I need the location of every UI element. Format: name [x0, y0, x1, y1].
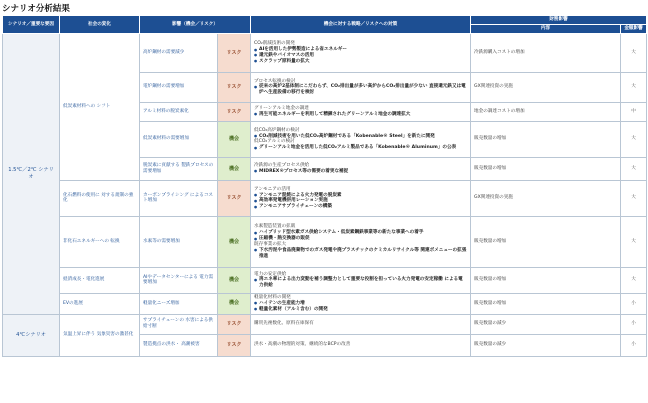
measure-title: 電力の安定供給: [254, 271, 287, 277]
measure-list: [254, 112, 467, 118]
table-row: [3, 293, 647, 314]
measure-title: 低CO₂アルミの検討: [254, 139, 295, 145]
financial-content-cell: 販売数量の増加: [471, 267, 621, 293]
header-financial: 財務影響: [471, 16, 647, 25]
measures-cell: [251, 121, 471, 157]
measure-item: ● 還元鉄やバイオマスの活用: [254, 53, 467, 59]
header-change: 社会の変化: [60, 16, 140, 34]
financial-amount-cell: 小: [621, 293, 647, 314]
measure-item: ● アンモニアサプライチェーンの構築: [254, 204, 467, 210]
scenario-cell: 1.5℃／2℃ シナリオ: [3, 33, 60, 314]
table-row: [3, 33, 647, 72]
social-change-cell: 経済成長・電化進展: [60, 267, 140, 293]
measure-item: ● AIを活用した伊勢製造による省エネルギー: [254, 47, 467, 53]
measure-list: [254, 84, 467, 96]
measure-list: [254, 169, 467, 175]
financial-amount-cell: 小: [621, 334, 647, 356]
financial-amount-cell: 大: [621, 33, 647, 72]
impact-cell: 脱炭素に貢献する 製鉄プロセスの需要増加: [140, 157, 218, 180]
financial-content-cell: 販売数量の減少: [471, 314, 621, 334]
measure-item: ● 再エネ率による出力変動を補う調整力として重要な役割を担っている火力発電の安定稼働 による電力供給: [254, 277, 467, 289]
risk-badge: リスク: [218, 334, 251, 356]
measure-title: 冷鉄源の生産プロセス供給: [254, 163, 310, 168]
risk-badge: リスク: [218, 33, 251, 72]
risk-badge: リスク: [218, 180, 251, 216]
social-change-cell: 化石燃料の使用に 対する規制の強化: [60, 180, 140, 216]
measure-item: ● 再生可能エネルギーを利用して精錬されたグリーンアルミ地金の調達拡大: [254, 112, 467, 118]
opportunity-badge: 機会: [218, 157, 251, 180]
measure-list: [254, 277, 467, 289]
measures-cell: [251, 180, 471, 216]
financial-content-cell: 販売数量の減少: [471, 334, 621, 356]
impact-cell: AIやデータセンターによる 電力需要増加: [140, 267, 218, 293]
measure-list: [254, 134, 467, 140]
scenario-analysis-table: [2, 15, 647, 357]
scenario-cell: 4℃シナリオ: [3, 314, 60, 356]
measure-item: ● 下水汚泥や食品廃棄物でのガス発電や廃プラスチックのケミカルリサイクル等 関連ボメニューの拡張推進: [254, 248, 467, 260]
measures-cell: [251, 293, 471, 314]
measures-cell: [251, 157, 471, 180]
risk-badge: リスク: [218, 314, 251, 334]
measure-title: 低CO₂高炉鋼材の検討: [254, 127, 300, 133]
measure-title: 既存事業の拡大: [254, 241, 287, 247]
impact-cell: 軽量化ニーズ増加: [140, 293, 218, 314]
social-change-cell: 非化石エネルギーへの 転換: [60, 216, 140, 267]
opportunity-badge: 機会: [218, 121, 251, 157]
measure-item: ● 従来の高炉2基体制にこだわらず、CO₂排出量が多い高炉からCO₂排出量が少ない 直接還元鉄又は電炉へ生産設備の移行を検討: [254, 84, 467, 96]
table-row: [3, 267, 647, 293]
risk-badge: リスク: [218, 102, 251, 121]
measure-item: ● ハイテンの生産能力増: [254, 301, 467, 307]
measures-cell: [251, 267, 471, 293]
financial-content-cell: 地金の調達コストの増加: [471, 102, 621, 121]
measure-title: 水素製造装置の拡販: [254, 224, 296, 230]
social-change-cell: 低炭素材料への シフト: [60, 33, 140, 180]
financial-amount-cell: 大: [621, 216, 647, 267]
risk-badge: リスク: [218, 72, 251, 102]
measure-item: ● グリーンアルミ地金を活用した低CO₂アルミ製品である「Kobenable® Aluminum」の公表: [254, 145, 467, 151]
measure-item: ● CO₂削減技術を用いた低CO₂高炉鋼材である「Kobenable® Steel」を新たに開発: [254, 134, 467, 140]
header-measures: 機会に対する戦略／リスクへの対策: [251, 16, 471, 34]
financial-amount-cell: 中: [621, 102, 647, 121]
measure-item: ● ハイブリッド型水素ガス供給システム・低炭素鋼鉄事業等の新たな事業への着手: [254, 230, 467, 236]
measure-item: ● 圧縮機・熱交換器の販促: [254, 236, 467, 242]
impact-cell: 低炭素材料の需要増加: [140, 121, 218, 157]
impact-cell: 水素等の需要増加: [140, 216, 218, 267]
measure-title: グリーンアルミ地金の調達: [254, 106, 309, 111]
header-content: 内容: [471, 25, 621, 34]
table-row: [3, 314, 647, 334]
measures-cell: [251, 33, 471, 72]
measure-list: [254, 145, 467, 151]
measures-cell: [251, 216, 471, 267]
measure-list: [254, 301, 467, 313]
financial-amount-cell: 大: [621, 157, 647, 180]
financial-amount-cell: 大: [621, 180, 647, 216]
measure-item: ● 高効率発電機併用レーション実施: [254, 198, 467, 204]
measure-item: ● アンモニア混焼による火力発電の脱炭素: [254, 193, 467, 199]
measure-list: [254, 193, 467, 211]
financial-content-cell: 販売数量の増加: [471, 121, 621, 157]
measures-cell: [251, 102, 471, 121]
page-title: シナリオ分析結果: [2, 4, 70, 14]
measure-title: プロセス転換の検討: [254, 78, 296, 84]
financial-content-cell: 販売数量の増加: [471, 157, 621, 180]
header-amount: 金額影響: [621, 25, 647, 34]
opportunity-badge: 機会: [218, 216, 251, 267]
header-impact: 影響（機会／リスク）: [140, 16, 251, 34]
measure-item: ● スクラップ原料量の拡大: [254, 59, 467, 65]
table-row: [3, 216, 647, 267]
measure-item: ● 軽量化素材（アルミ含む）の開発: [254, 307, 467, 313]
table-row: [3, 180, 647, 216]
social-change-cell: 気温上昇に伴う 気象災害の激甚化: [60, 314, 140, 356]
measure-title: 軽量化材料の開発: [254, 294, 291, 300]
opportunity-badge: 機会: [218, 267, 251, 293]
impact-cell: アルミ材料の脱炭素化: [140, 102, 218, 121]
measure-title: CO₂削減技術の開発: [254, 41, 295, 47]
impact-cell: 高炉鋼材の需要減少: [140, 33, 218, 72]
financial-content-cell: GX関連投資の実施: [471, 180, 621, 216]
financial-amount-cell: 大: [621, 267, 647, 293]
measure-title: アンモニアの活用: [254, 186, 291, 192]
financial-content-cell: 販売数量の増加: [471, 293, 621, 314]
financial-content-cell: 冷鉄源購入コストの増加: [471, 33, 621, 72]
impact-cell: 電炉鋼材の需要増加: [140, 72, 218, 102]
social-change-cell: EVの進展: [60, 293, 140, 314]
header-scenario: シナリオ／重要な要因: [3, 16, 60, 34]
measure-list: [254, 230, 467, 242]
measure-list: [254, 47, 467, 65]
measure-list: [254, 248, 467, 260]
financial-content-cell: GX関連投資の実施: [471, 72, 621, 102]
financial-amount-cell: 大: [621, 72, 647, 102]
opportunity-badge: 機会: [218, 293, 251, 314]
financial-content-cell: 販売数量の増加: [471, 216, 621, 267]
financial-amount-cell: 大: [621, 121, 647, 157]
measure-title: 洪水・高潮の物理的対策、継続的なBCPの改善: [254, 342, 351, 348]
impact-cell: カーボンプライシング によるコスト増加: [140, 180, 218, 216]
impact-cell: サプライチェーンの 水害による供給寸断: [140, 314, 218, 334]
measures-cell: [251, 314, 471, 334]
financial-amount-cell: 小: [621, 314, 647, 334]
measures-cell: [251, 72, 471, 102]
measure-title: 購買先複数化、原料在庫保有: [254, 321, 314, 327]
measures-cell: [251, 334, 471, 356]
measure-item: ● MIDREX®プロセス等の需要の着実な補捉: [254, 169, 467, 175]
impact-cell: 製造拠点の洪水・ 高潮被害: [140, 334, 218, 356]
